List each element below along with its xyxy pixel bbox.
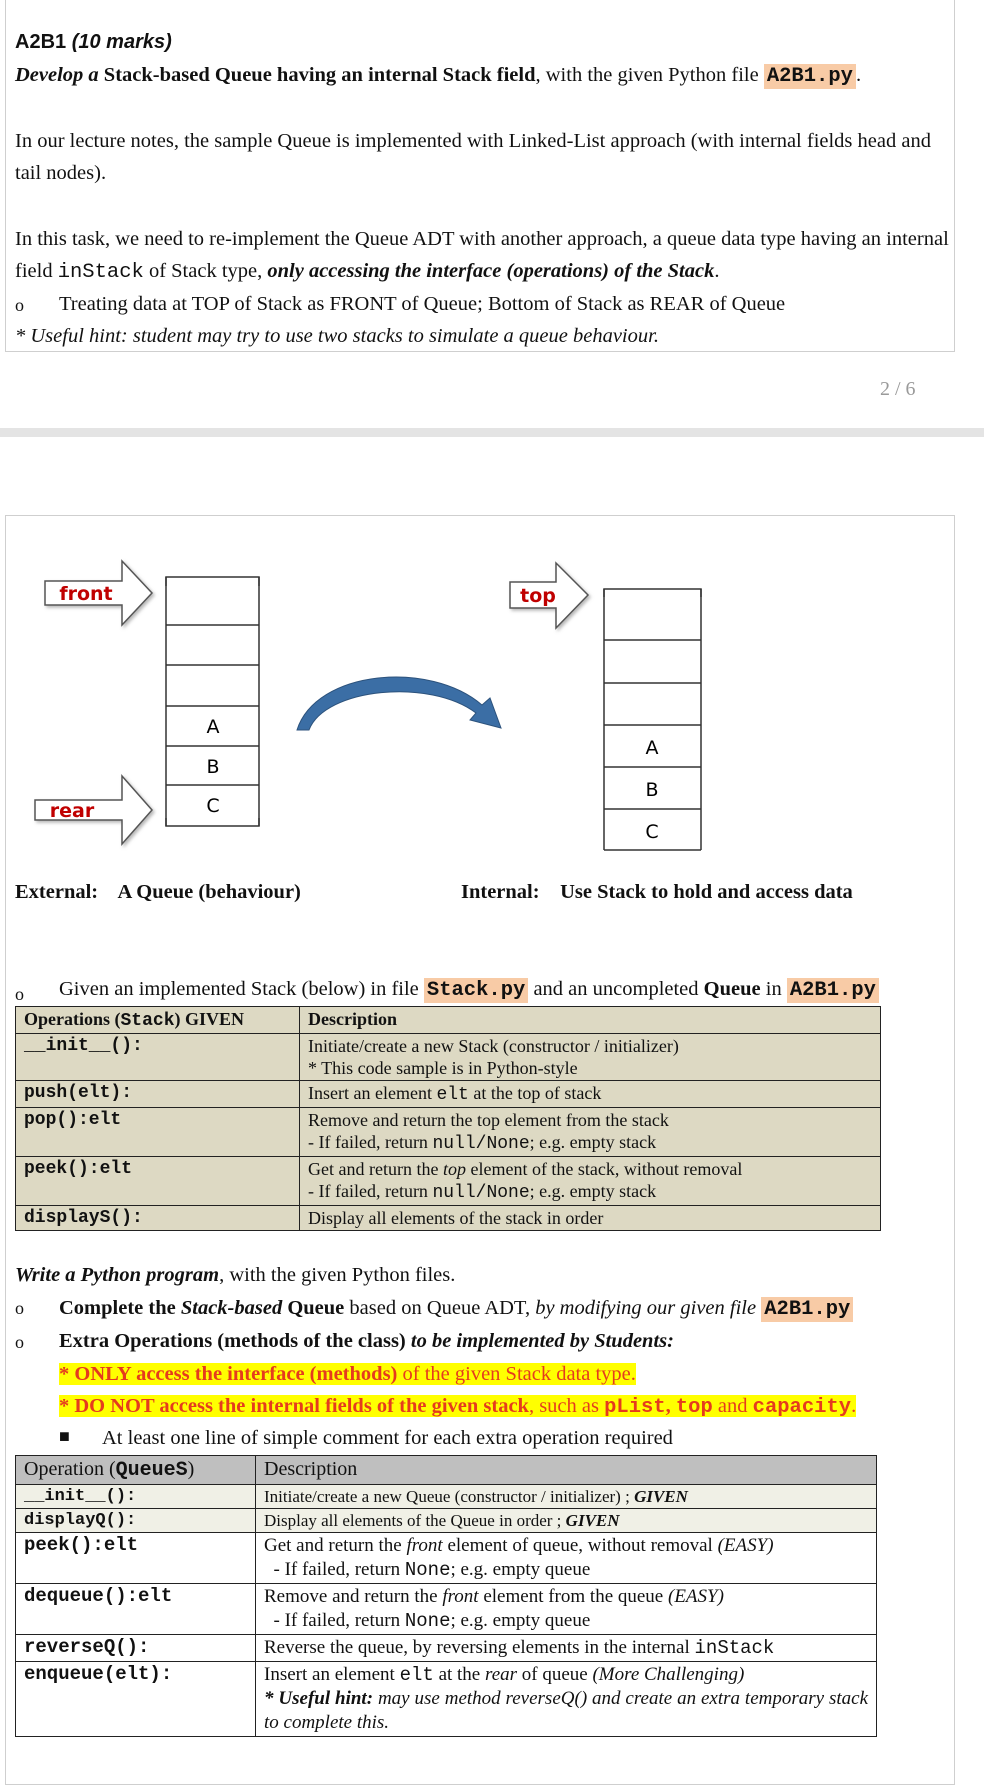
queue-stack-diagram: [0, 550, 984, 860]
top-arrow: [510, 563, 588, 628]
file-a2b1-code: A2B1.py: [787, 978, 879, 1003]
table-header-row: Operations (Stack) GIVEN Description: [16, 1007, 881, 1034]
develop-line: Develop a Stack-based Queue having an internal Stack field, with the given Python file A2B1.py .: [15, 64, 862, 88]
table-row: dequeue():elt Remove and return the front element from the queue (EASY) - If failed, return None; e.g. empty queue: [16, 1584, 877, 1635]
rear-label: rear: [49, 800, 95, 822]
page-separator: [0, 428, 984, 437]
table-row: displayQ(): Display all elements of the Queue in order ; GIVEN: [16, 1509, 877, 1533]
table-row: enqueue(elt): Insert an element elt at the rear of queue (More Challenging) * Useful hint: may use method reverseQ() and create an extra temporary stack to complete this.: [16, 1662, 877, 1737]
queue-cell-a: A: [206, 716, 220, 738]
table-row: peek():elt Get and return the top element of the stack, without removal - If failed, return null/None; e.g. empty stack: [16, 1157, 881, 1206]
bullet-marker: o: [15, 984, 24, 1004]
table-row: displayS(): Display all elements of the stack in order: [16, 1206, 881, 1231]
comment-requirement-line: At least one line of simple comment for each extra operation required: [102, 1427, 673, 1449]
table-header-row: Operation (QueueS) Description: [16, 1456, 877, 1485]
task-code: A2B1: [15, 31, 67, 53]
bullet-marker: o: [15, 1298, 24, 1318]
queue-container: [166, 577, 259, 826]
paragraph-lecture-notes: In our lecture notes, the sample Queue is implemented with Linked-List approach (with internal fields head and tail nodes).: [15, 130, 931, 184]
queue-cell-c: C: [206, 795, 220, 817]
top-label: top: [520, 585, 556, 607]
complete-queue-line: Complete the Stack-based Queue based on Queue ADT, by modifying our given file A2B1.py: [59, 1292, 959, 1326]
given-stack-line: Given an implemented Stack (below) in file Stack.py and an uncompleted Queue in A2B1.py: [59, 973, 959, 1007]
bullet-marker: o: [15, 295, 24, 315]
table-row: reverseQ(): Reverse the queue, by reversing elements in the internal inStack: [16, 1635, 877, 1662]
stack-cell-c: C: [645, 821, 659, 843]
front-label: front: [59, 583, 113, 605]
stack-operations-table: [15, 1006, 881, 1231]
bullet-treating-data: Treating data at TOP of Stack as FRONT of Queue; Bottom of Stack as REAR of Queue: [59, 293, 786, 315]
warning-no-internal-fields: * DO NOT access the internal fields of the given stack, such as pList, top and capacity.: [59, 1395, 857, 1419]
external-caption: External: A Queue (behaviour): [15, 881, 301, 903]
rear-arrow: [35, 776, 152, 844]
table-row: push(elt): Insert an element elt at the top of stack: [16, 1081, 881, 1108]
table-row: peek():elt Get and return the front element of queue, without removal (EASY) - If failed, return None; e.g. empty queue: [16, 1533, 877, 1584]
table-row: pop():elt Remove and return the top element from the stack - If failed, return null/None; e.g. empty stack: [16, 1108, 881, 1157]
square-bullet-icon: ■: [59, 1426, 70, 1446]
file-a2b1-code: A2B1.py: [761, 1297, 853, 1322]
stack-cell-b: B: [645, 779, 659, 801]
file-a2b1-code: A2B1.py: [764, 64, 856, 89]
queue-cell-b: B: [206, 756, 220, 778]
transform-arrow-icon: [297, 677, 501, 730]
queue-operations-table: [15, 1455, 877, 1737]
write-program-line: Write a Python program, with the given Python files.: [15, 1264, 456, 1286]
file-stack-code: Stack.py: [424, 978, 528, 1003]
stack-container: [604, 589, 701, 850]
table-row: __init__(): Initiate/create a new Queue (constructor / initializer) ; GIVEN: [16, 1485, 877, 1509]
extra-operations-line: Extra Operations (methods of the class) to be implemented by Students:: [59, 1330, 674, 1352]
paragraph-task: In this task, we need to re-implement the Queue ADT with another approach, a queue data type having an internal field inStack of Stack type, only accessing the interface (operations) of the Stack.: [15, 228, 949, 284]
bullet-marker: o: [15, 1332, 24, 1352]
stack-cell-a: A: [645, 737, 659, 759]
front-arrow: [45, 561, 152, 625]
internal-caption: Internal: Use Stack to hold and access data: [461, 881, 853, 903]
page-indicator: 2 / 6: [880, 378, 916, 400]
task-heading: [15, 26, 950, 58]
table-row: __init__(): Initiate/create a new Stack (constructor / initializer) * This code sample is in Python-style: [16, 1034, 881, 1081]
useful-hint: * Useful hint: student may try to use two stacks to simulate a queue behaviour.: [15, 325, 659, 347]
task-marks: (10 marks): [71, 31, 172, 53]
warning-interface-only: * ONLY access the interface (methods) of the given Stack data type.: [59, 1363, 636, 1385]
